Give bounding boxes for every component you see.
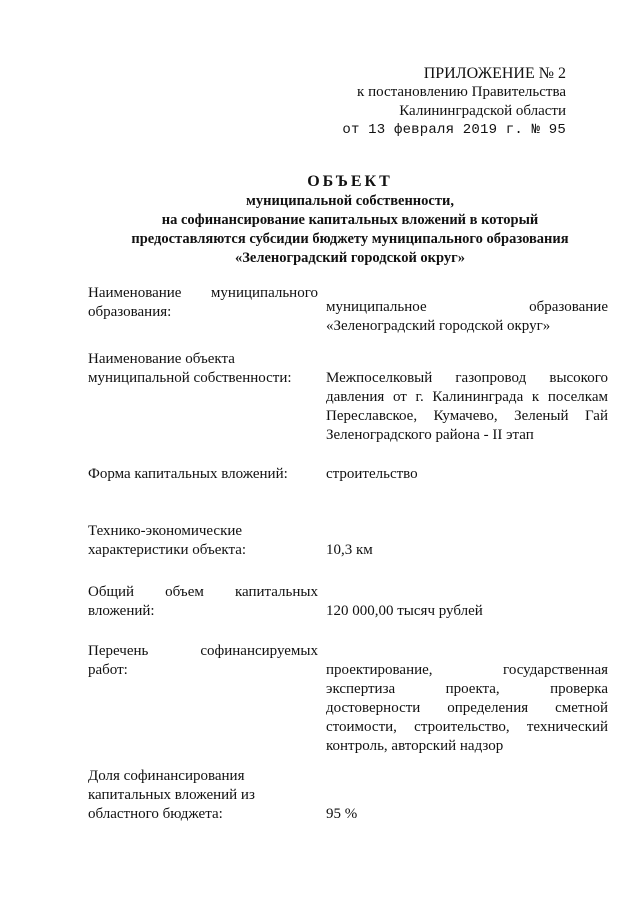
label-line: образования:	[88, 304, 172, 320]
appendix-title: ПРИЛОЖЕНИЕ № 2	[423, 65, 566, 82]
label-line: капитальных вложений из	[88, 787, 255, 803]
value-line: контроль, авторский надзор	[326, 738, 504, 754]
heading-line-2: на софинансирование капитальных вложений в который	[161, 212, 539, 228]
heading-line-1: муниципальной собственности,	[246, 193, 454, 209]
label-line: Перечень софинансируемых	[88, 643, 318, 659]
label-line: характеристики объекта:	[88, 542, 247, 558]
label-line: муниципальной собственности:	[88, 370, 292, 386]
value-line: Переславское, Кумачево, Зеленый Гай	[326, 408, 608, 424]
row-label	[88, 522, 318, 560]
heading-title: ОБЪЕКТ	[307, 173, 393, 190]
appendix-line-2: Калининградской области	[399, 103, 566, 119]
label-line: Наименование объекта	[88, 351, 235, 367]
label-line: Доля софинансирования	[88, 768, 245, 784]
value-line: муниципальное образование	[326, 299, 608, 315]
value-line: Межпоселковый газопровод высокого	[326, 370, 608, 386]
row-label	[88, 583, 318, 621]
label-line: областного бюджета:	[88, 806, 223, 822]
row-label	[88, 767, 318, 824]
heading-line-4: «Зеленоградский городской округ»	[235, 250, 465, 266]
value-line: проектирование, государственная	[326, 662, 608, 678]
value-line: 10,3 км	[326, 542, 373, 558]
row-value	[326, 541, 608, 560]
label-line: Общий объем капитальных	[88, 584, 318, 600]
value-line: «Зеленоградский городской округ»	[326, 318, 551, 334]
value-line: 120 000,00 тысяч рублей	[326, 603, 483, 619]
row-value	[326, 369, 608, 445]
row-label	[88, 642, 318, 680]
value-line: достоверности определения сметной	[326, 700, 608, 716]
label-line: Технико-экономические	[88, 523, 243, 539]
row-value	[326, 805, 608, 824]
row-label	[88, 465, 318, 484]
row-value	[326, 602, 608, 621]
value-line: экспертиза проекта, проверка	[326, 681, 608, 697]
appendix-date: от 13 февраля 2019 г. № 95	[342, 122, 566, 138]
appendix-line-1: к постановлению Правительства	[357, 84, 566, 100]
value-line: 95 %	[326, 806, 358, 822]
value-line: Зеленоградского района - II этап	[326, 427, 534, 443]
document-heading	[40, 172, 640, 268]
value-line: давления от г. Калининграда к поселкам	[326, 389, 608, 405]
appendix-block	[286, 64, 566, 140]
heading-line-3: предоставляются субсидии бюджету муниципального образования	[131, 231, 569, 247]
row-value	[326, 661, 608, 756]
row-label	[88, 350, 318, 388]
label-line: Наименование муниципального	[88, 285, 318, 301]
label-line: Форма капитальных вложений:	[88, 466, 288, 482]
row-value	[326, 298, 608, 336]
value-line: стоимости, строительство, технический	[326, 719, 608, 735]
row-label	[88, 284, 318, 322]
label-line: работ:	[88, 662, 128, 678]
label-line: вложений:	[88, 603, 155, 619]
value-line: строительство	[326, 466, 418, 482]
row-value	[326, 465, 608, 484]
